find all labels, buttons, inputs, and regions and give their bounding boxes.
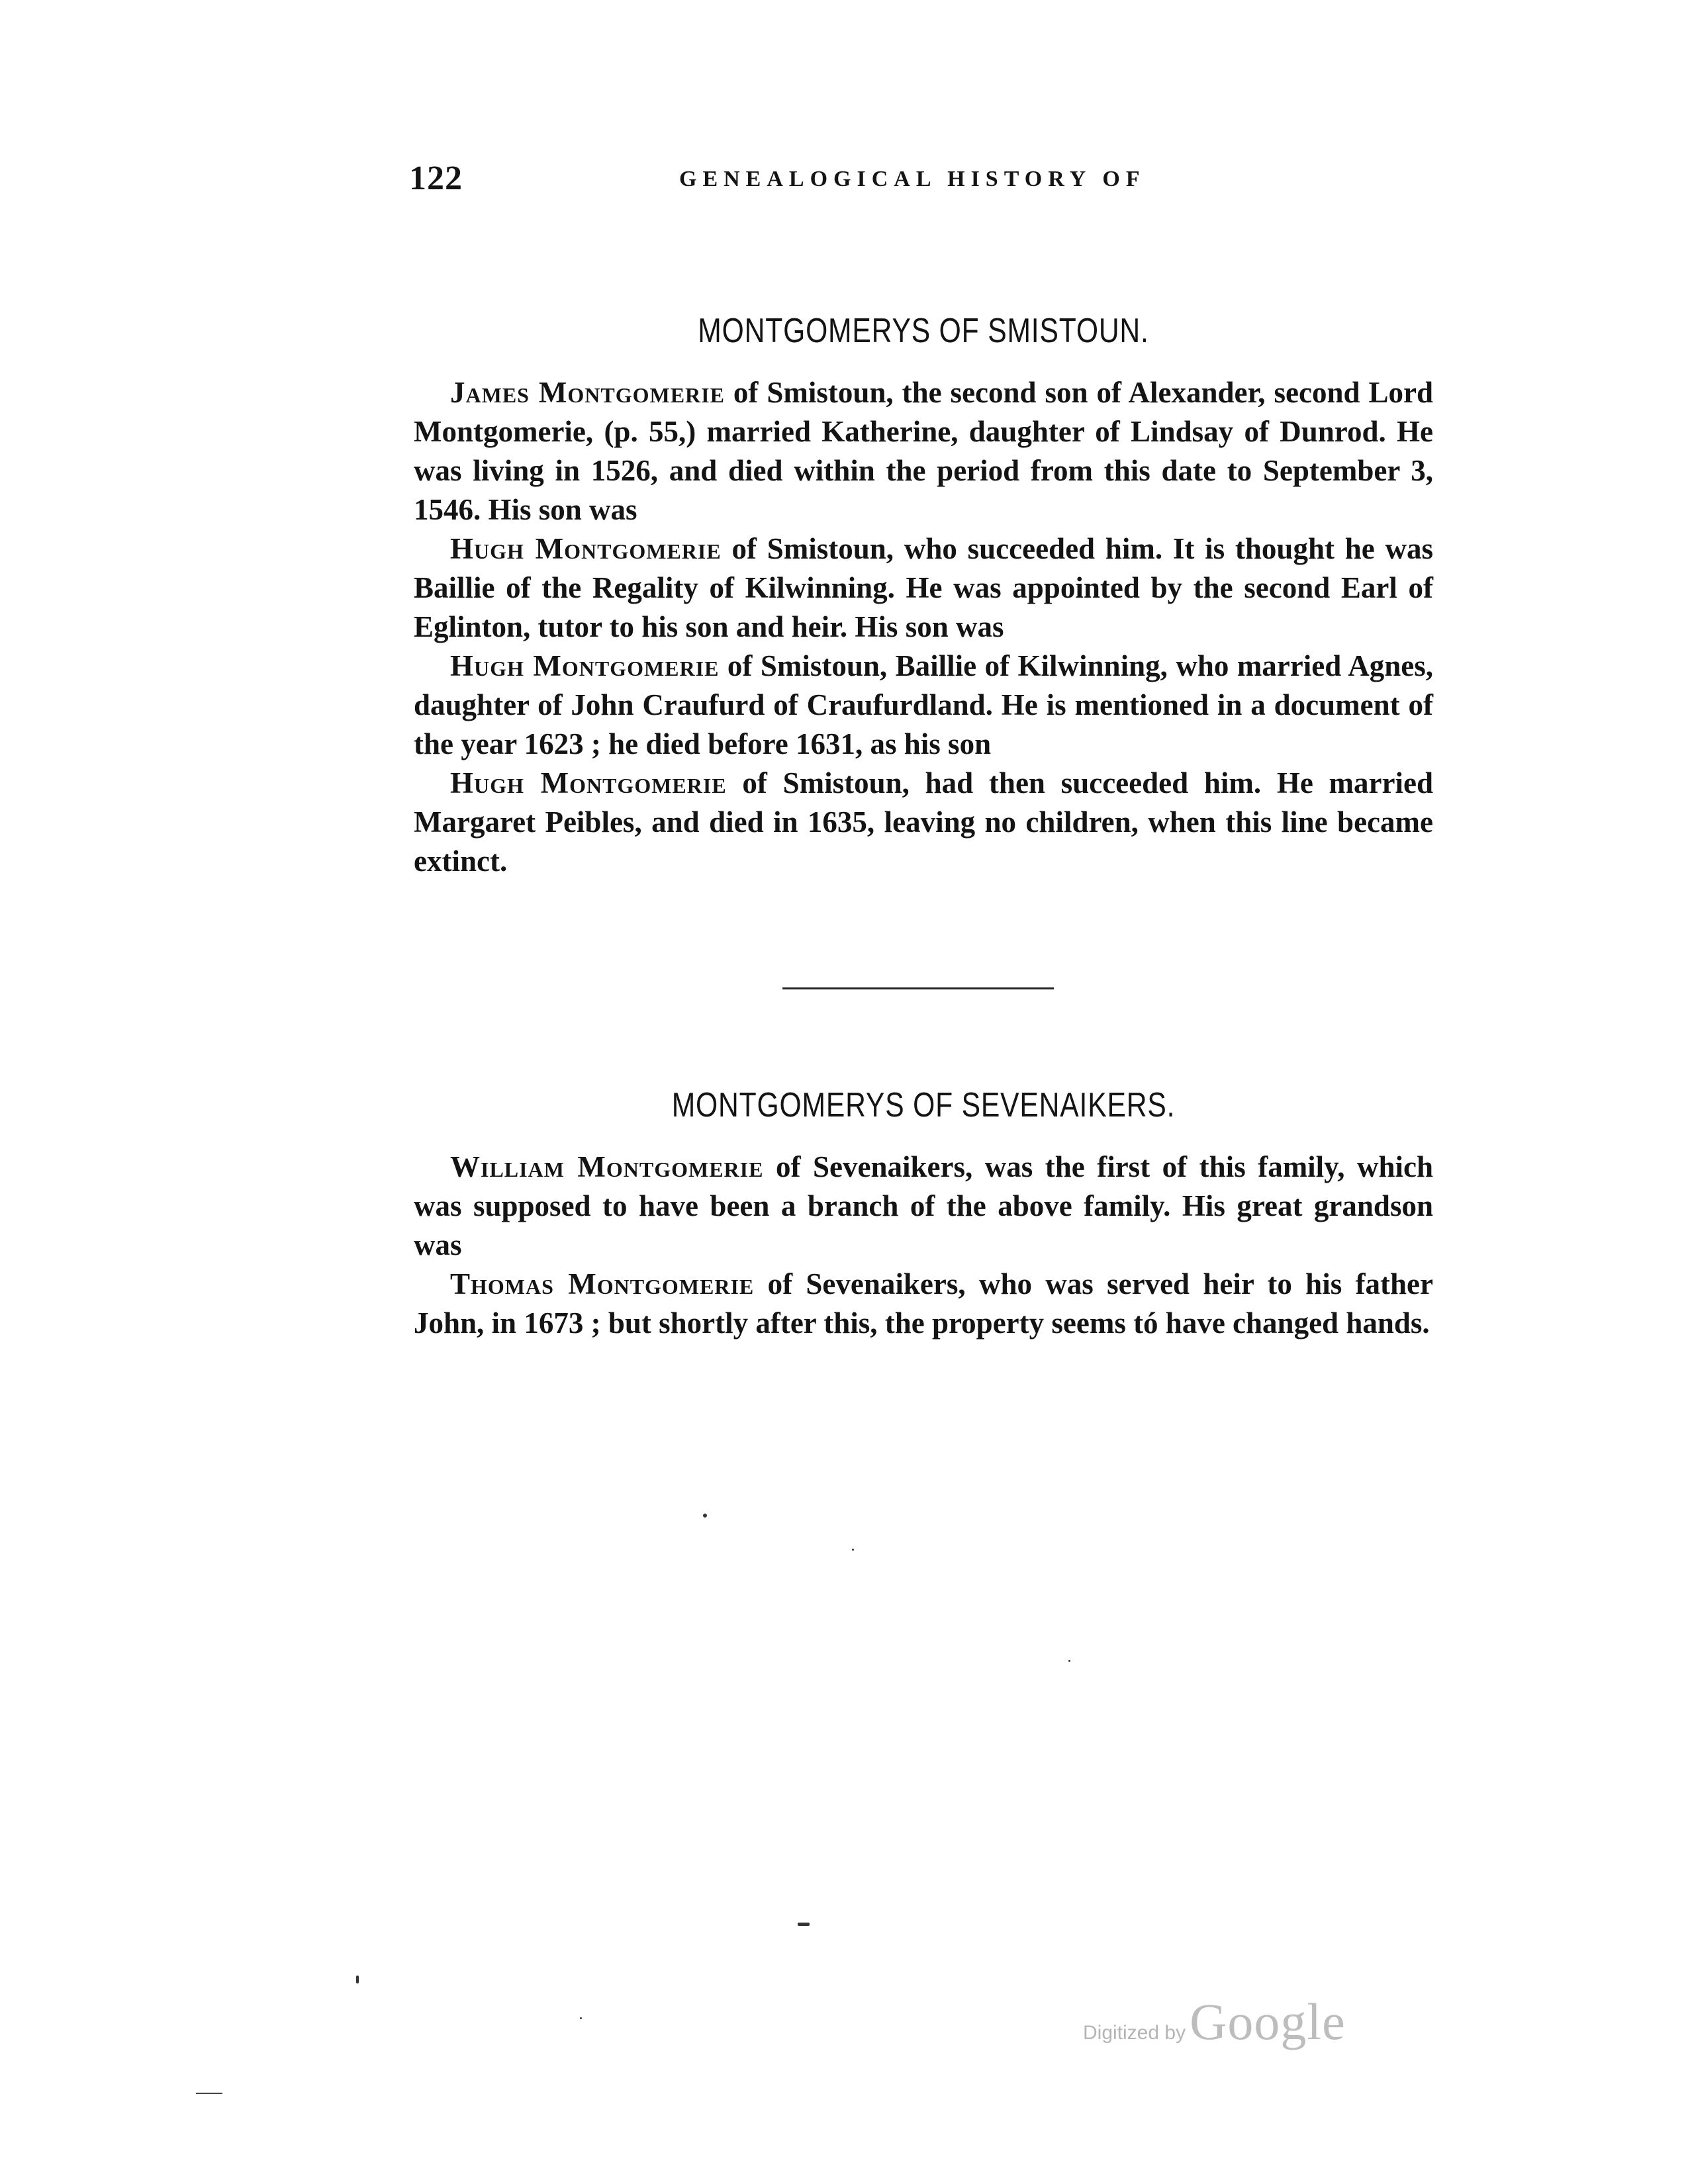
paragraph-text: of Smistoun, Baillie of Kilwinning, who married Agnes, daughter of John Craufurd of Craufurdland. He is mentioned in a document of the year 1623 ; he died before 1631, as his son bbox=[414, 649, 1433, 760]
scan-speck bbox=[703, 1514, 707, 1518]
section-heading: MONTGOMERYS OF SEVENAIKERS. bbox=[671, 1086, 1176, 1124]
running-title: GENEALOGICAL HISTORY OF bbox=[679, 167, 1146, 191]
paragraph bbox=[414, 373, 1433, 529]
scan-speck bbox=[798, 1923, 810, 1926]
paragraph bbox=[414, 1148, 1433, 1265]
paragraph-text: of Smistoun, had then succeeded him. He married Margaret Peibles, and died in 1635, leaving no children, when this line became extinct. bbox=[414, 766, 1433, 878]
scan-speck bbox=[580, 2017, 582, 2019]
paragraph-text: of Smistoun, who succeeded him. It is thought he was Baillie of the Regality of Kilwinning. He was appointed by the second Earl of Eglinton, tutor to his son and heir. His son was bbox=[414, 532, 1433, 643]
paragraph bbox=[414, 647, 1433, 764]
person-name: James Montgomerie bbox=[450, 376, 725, 409]
digitized-by-google-stamp bbox=[1083, 1992, 1346, 2052]
scan-speck bbox=[356, 1976, 359, 1983]
scan-speck bbox=[852, 1549, 854, 1551]
section-divider bbox=[782, 987, 1054, 989]
section-sevenaikers bbox=[414, 1085, 1433, 1343]
person-name: Hugh Montgomerie bbox=[450, 766, 727, 799]
paragraph bbox=[414, 1265, 1433, 1343]
person-name: Hugh Montgomerie bbox=[450, 532, 722, 565]
scan-speck bbox=[1068, 1660, 1070, 1662]
paragraph bbox=[414, 529, 1433, 647]
paragraph-text: of Smistoun, the second son of Alexander, second Lord Montgomerie, (p. 55,) married Katherine, daughter of Lindsay of Dunrod. He was living in 1526, and died within the period from this date to September 3, 1546. His son was bbox=[414, 376, 1433, 526]
paragraph bbox=[414, 764, 1433, 881]
person-name: Thomas Montgomerie bbox=[450, 1267, 755, 1300]
page-number: 122 bbox=[409, 159, 463, 197]
section-smistoun bbox=[414, 311, 1433, 881]
paragraph-text: of Sevenaikers, who was served heir to his father John, in 1673 ; but shortly after this, the property seems tó have changed hands. bbox=[414, 1267, 1433, 1340]
paragraph-text: of Sevenaikers, was the first of this family, which was supposed to have been a branch of the above family. His great grandson was bbox=[414, 1150, 1433, 1261]
section-heading: MONTGOMERYS OF SMISTOUN. bbox=[698, 312, 1149, 350]
google-logo: Google bbox=[1190, 1993, 1346, 2050]
running-header bbox=[409, 159, 1442, 212]
digitized-prefix: Digitized by bbox=[1083, 2022, 1186, 2044]
margin-dash bbox=[196, 2093, 222, 2094]
person-name: Hugh Montgomerie bbox=[450, 649, 720, 682]
person-name: William Montgomerie bbox=[450, 1150, 764, 1183]
